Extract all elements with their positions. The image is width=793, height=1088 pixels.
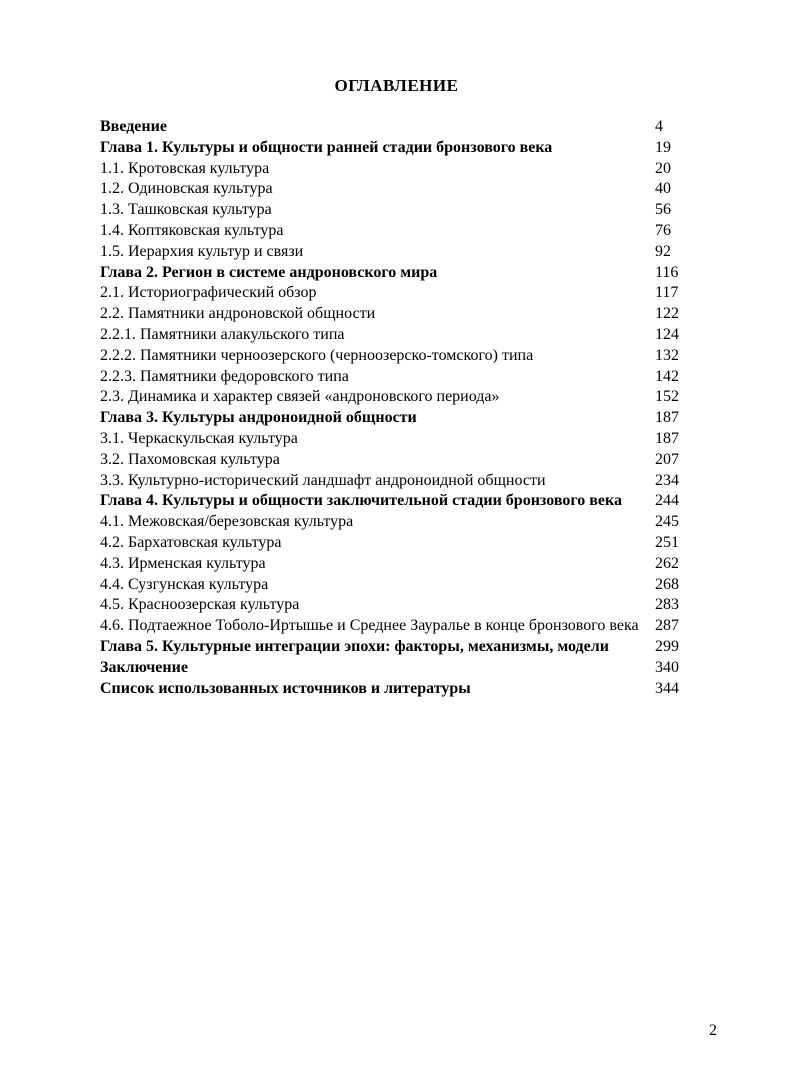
toc-entry-title: 3.3. Культурно-исторический ландшафт андроноидной общности [100, 471, 546, 489]
toc-entry-page: 76 [655, 221, 671, 239]
toc-chapter-entry [100, 679, 700, 700]
toc-section-entry [100, 533, 700, 554]
toc-entry-title: 4.3. Ирменская культура [100, 554, 266, 572]
toc-entry-page: 251 [655, 533, 679, 551]
toc-entry-page: 20 [655, 159, 671, 177]
toc-entry-title: Глава 2. Регион в системе андроновского мира [100, 263, 438, 281]
toc-entry-title: Глава 1. Культуры и общности ранней стадии бронзового века [100, 138, 553, 156]
page-title: ОГЛАВЛЕНИЕ [334, 76, 459, 95]
toc-entry-title: 4.4. Сузгунская культура [100, 575, 269, 593]
toc-section-entry [100, 471, 700, 492]
toc-entry-page: 344 [655, 679, 679, 697]
toc-entry-page: 340 [655, 658, 679, 676]
toc-entry-title: 4.6. Подтаежное Тоболо-Иртышье и Среднее Зауралье в конце бронзового века [100, 617, 639, 635]
toc-entry-page: 234 [655, 471, 679, 489]
toc-entry-page: 187 [655, 409, 679, 427]
toc-entry-title: Глава 5. Культурные интеграции эпохи: факторы, механизмы, модели [100, 637, 609, 655]
toc-section-entry [100, 387, 700, 408]
toc-entry-title: 2.2.2. Памятники черноозерского (черноозерско-томского) типа [100, 346, 534, 364]
toc-entry-page: 245 [655, 513, 679, 531]
toc-section-entry [100, 221, 700, 242]
toc-entry-title: Список использованных источников и литературы [100, 679, 471, 697]
toc-section-entry [100, 367, 700, 388]
toc-chapter-entry [100, 658, 700, 679]
toc-entry-title: 1.3. Ташковская культура [100, 201, 272, 219]
toc-chapter-entry [100, 408, 700, 429]
toc-entry-title: Глава 3. Культуры андроноидной общности [100, 409, 417, 427]
toc-entry-title: 2.2.3. Памятники федоровского типа [100, 367, 349, 385]
toc-entry-page: 152 [655, 388, 679, 406]
toc-chapter-entry [100, 491, 700, 512]
toc-entry-page: 268 [655, 575, 679, 593]
toc-entry-title: 1.2. Одиновская культура [100, 180, 273, 198]
toc-section-entry [100, 429, 700, 450]
toc-entry-page: 287 [655, 617, 679, 635]
toc-entry-page: 187 [655, 429, 679, 447]
toc-entry-page: 56 [655, 201, 671, 219]
toc-entry-page: 132 [655, 346, 679, 364]
toc-section-entry [100, 304, 700, 325]
toc-entry-title: 1.1. Кротовская культура [100, 159, 270, 177]
toc-section-entry [100, 575, 700, 596]
toc-entry-title: 4.5. Красноозерская культура [100, 596, 300, 614]
table-of-contents [100, 117, 700, 699]
toc-entry-title: 1.5. Иерархия культур и связи [100, 242, 304, 260]
toc-entry-page: 19 [655, 138, 671, 156]
toc-chapter-entry [100, 263, 700, 284]
toc-entry-title: Глава 4. Культуры и общности заключительной стадии бронзового века [100, 492, 622, 510]
toc-entry-page: 4 [655, 118, 663, 135]
toc-entry-title: Заключение [100, 658, 188, 676]
toc-section-entry [100, 450, 700, 471]
toc-entry-page: 299 [655, 637, 679, 655]
toc-entry-page: 124 [655, 325, 679, 343]
toc-section-entry [100, 616, 700, 637]
toc-entry-title: 4.1. Межовская/березовская культура [100, 513, 354, 531]
toc-entry-title: 1.4. Коптяковская культура [100, 221, 284, 239]
toc-section-entry [100, 554, 700, 575]
toc-entry-title: 2.1. Историографический обзор [100, 284, 317, 302]
toc-entry-page: 142 [655, 367, 679, 385]
toc-section-entry [100, 325, 700, 346]
toc-chapter-entry [100, 637, 700, 658]
toc-entry-title: 2.2.1. Памятники алакульского типа [100, 325, 345, 343]
page-number: 2 [709, 1022, 717, 1039]
toc-entry-page: 207 [655, 450, 679, 468]
toc-entry-page: 262 [655, 554, 679, 572]
toc-entry-page: 122 [655, 305, 679, 323]
toc-entry-title: Введение [100, 118, 167, 135]
toc-chapter-entry [100, 138, 700, 159]
toc-section-entry [100, 346, 700, 367]
toc-section-entry [100, 179, 700, 200]
toc-entry-page: 283 [655, 596, 679, 614]
toc-entry-page: 116 [655, 263, 679, 281]
toc-entry-title: 2.2. Памятники андроновской общности [100, 305, 376, 323]
toc-entry-title: 4.2. Бархатовская культура [100, 533, 282, 551]
toc-entry-title: 3.2. Пахомовская культура [100, 450, 280, 468]
toc-entry-page: 92 [655, 242, 671, 260]
toc-section-entry [100, 200, 700, 221]
toc-section-entry [100, 159, 700, 180]
toc-entry-title: 2.3. Динамика и характер связей «андроновского периода» [100, 388, 500, 406]
toc-section-entry [100, 283, 700, 304]
toc-entry-page: 117 [655, 284, 679, 302]
toc-section-entry [100, 595, 700, 616]
toc-entry-title: 3.1. Черкаскульская культура [100, 429, 298, 447]
toc-entry-page: 40 [655, 180, 671, 198]
toc-chapter-entry [100, 117, 700, 138]
toc-section-entry [100, 242, 700, 263]
toc-entry-page: 244 [655, 492, 679, 510]
toc-section-entry [100, 512, 700, 533]
